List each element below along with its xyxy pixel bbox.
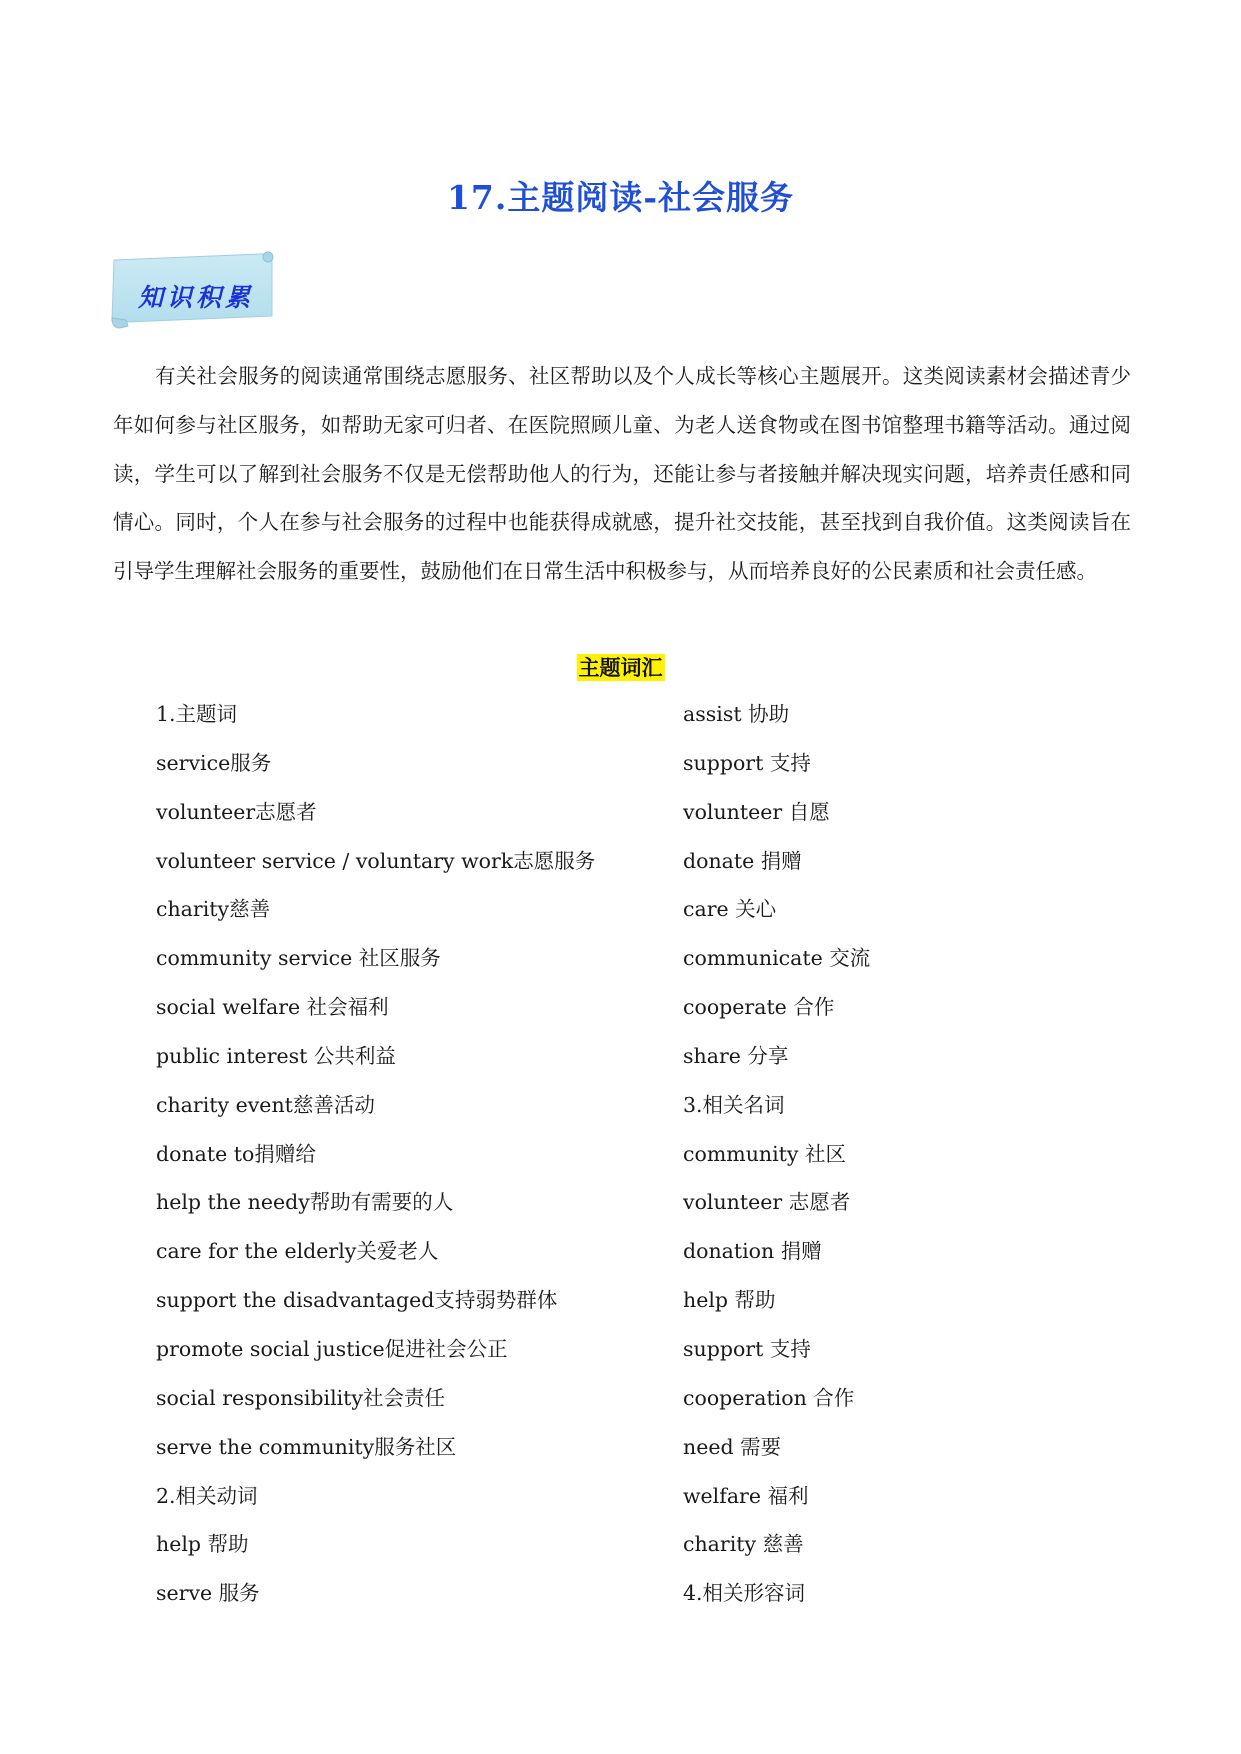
vocab-item: need 需要 <box>683 1434 782 1459</box>
vocab-item: promote social justice促进社会公正 <box>156 1336 508 1361</box>
vocab-item: donate 捐赠 <box>683 848 802 873</box>
vocab-item: donate to捐赠给 <box>156 1141 316 1166</box>
vocab-item: volunteer 志愿者 <box>683 1190 851 1215</box>
page-title: 17.主题阅读-社会服务 <box>446 178 795 217</box>
vocab-item: charity慈善 <box>156 897 271 922</box>
vocab-item: assist 协助 <box>683 702 790 726</box>
vocab-item: 4.相关形容词 <box>683 1581 806 1606</box>
vocab-item: support the disadvantaged支持弱势群体 <box>156 1288 558 1313</box>
vocab-item: cooperate 合作 <box>683 995 835 1020</box>
vocab-heading <box>0 652 1241 682</box>
vocab-item: community 社区 <box>683 1141 846 1166</box>
vocab-item: cooperation 合作 <box>683 1385 855 1410</box>
vocab-item: communicate 交流 <box>683 946 871 971</box>
vocab-item: share 分享 <box>683 1043 789 1068</box>
vocab-item: 1.主题词 <box>156 702 238 726</box>
vocab-item: social responsibility社会责任 <box>156 1385 446 1410</box>
vocab-item: volunteer service / voluntary work志愿服务 <box>156 848 596 873</box>
vocab-item: charity 慈善 <box>683 1532 804 1557</box>
vocab-item: 3.相关名词 <box>683 1092 785 1117</box>
vocab-item: volunteer志愿者 <box>156 799 317 824</box>
vocab-list-left <box>156 690 595 1618</box>
intro-paragraph: 有关社会服务的阅读通常围绕志愿服务、社区帮助以及个人成长等核心主题展开。这类阅读素材会描述青少年如何参与社区服务，如帮助无家可归者、在医院照顾儿童、为老人送食物或在图书馆整理书籍等活动。通过阅读，学生可以了解到社会服务不仅是无偿帮助他人的行为，还能让参与者接触并解决现实问题，培养责任感和同情心。同时，个人在参与社会服务的过程中也能获得成就感，提升社交技能，甚至找到自我价值。这类阅读旨在引导学生理解社会服务的重要性，鼓励他们在日常生活中积极参与，从而培养良好的公民素质和社会责任感。 <box>113 364 1131 584</box>
vocab-item: charity event慈善活动 <box>156 1092 375 1117</box>
vocab-list-right <box>683 690 870 1618</box>
vocab-item: social welfare 社会福利 <box>156 995 389 1020</box>
vocab-item: donation 捐赠 <box>683 1239 822 1264</box>
vocab-item: support 支持 <box>683 750 811 775</box>
banner-label: 知识积累 <box>138 283 255 312</box>
vocab-item: serve the community服务社区 <box>156 1434 457 1459</box>
vocab-item: welfare 福利 <box>683 1483 809 1508</box>
vocab-item: support 支持 <box>683 1336 811 1361</box>
vocab-item: help the needy帮助有需要的人 <box>156 1190 454 1215</box>
vocab-heading-text: 主题词汇 <box>578 655 663 680</box>
vocab-item: care for the elderly关爱老人 <box>156 1239 439 1264</box>
vocab-item: public interest 公共利益 <box>156 1043 396 1068</box>
vocab-item: help 帮助 <box>683 1288 776 1313</box>
vocab-item: help 帮助 <box>156 1532 249 1557</box>
vocab-item: serve 服务 <box>156 1581 260 1606</box>
section-banner <box>110 250 278 332</box>
vocab-item: service服务 <box>156 750 272 775</box>
vocab-item: community service 社区服务 <box>156 946 441 971</box>
vocab-item: care 关心 <box>683 897 777 922</box>
vocab-item: volunteer 自愿 <box>683 799 830 824</box>
vocab-item: 2.相关动词 <box>156 1483 258 1508</box>
